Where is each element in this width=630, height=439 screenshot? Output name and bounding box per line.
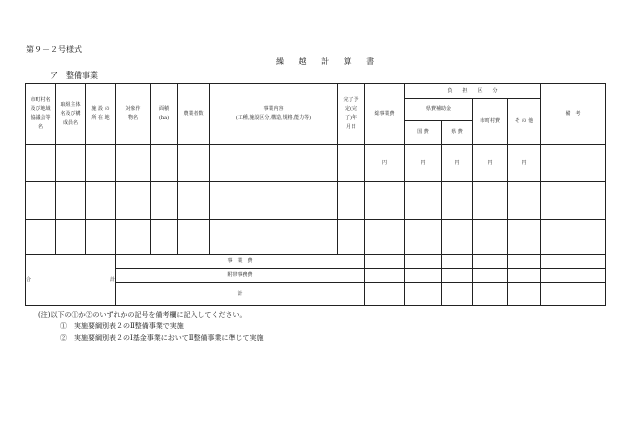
unit-yen: 円 (365, 145, 405, 182)
row-admin-cost: 附帯事務費 (116, 269, 365, 283)
row-total: 計 (116, 283, 365, 306)
header-operator: 取組主体 名及び構 成員名 (56, 84, 86, 145)
unit-yen: 円 (442, 145, 473, 182)
header-total-cost: 総事業費 (365, 84, 405, 145)
unit-yen: 円 (405, 145, 442, 182)
header-farm-households: 農業者数 (178, 84, 210, 145)
table-row (26, 145, 606, 182)
note-lead: (注)以下の①か②のいずれかの記号を備考欄に記入してください。 (38, 311, 247, 319)
header-content: 事業内容 (工種,施設区分,構造,規格,能力等) (210, 84, 338, 145)
table-row (26, 220, 606, 255)
header-municipal-cost: 市町村費 (473, 99, 508, 145)
header-prefectural-cost: 県 費 (442, 121, 473, 145)
header-burden-breakdown: 負 担 区 分 (405, 84, 541, 99)
document-title: 繰 越 計 算 書 (276, 57, 381, 66)
header-pref-subsidy: 県費補助金 (405, 99, 473, 121)
note-item-2: ② 実施要綱別表２のⅠ基金事業においてⅡ整備事業に準じて実施 (60, 334, 264, 342)
total-label: 合 計 (26, 255, 116, 306)
header-completion-date: 完了予 定(完 了)年 月日 (338, 84, 365, 145)
header-target-crop: 対象作 物名 (116, 84, 151, 145)
header-national-cost: 国 費 (405, 121, 442, 145)
unit-yen: 円 (473, 145, 508, 182)
unit-yen: 円 (508, 145, 541, 182)
carryover-table (25, 83, 606, 306)
row-project-cost: 事 業 費 (116, 255, 365, 269)
table-row (26, 182, 606, 220)
header-remarks: 備 考 (541, 84, 606, 145)
note-item-1: ① 実施要綱別表２のⅡ整備事業で実施 (60, 322, 184, 330)
header-area: 面積 (ha) (151, 84, 178, 145)
section-heading: ア 整備事業 (50, 71, 98, 80)
header-other: そ の 他 (508, 99, 541, 145)
header-municipality: 市町村名 及び地域 協議会等 名 (26, 84, 56, 145)
form-number: 第９－２号様式 (26, 45, 82, 54)
header-facility-location: 施 設 の 所 在 地 (86, 84, 116, 145)
